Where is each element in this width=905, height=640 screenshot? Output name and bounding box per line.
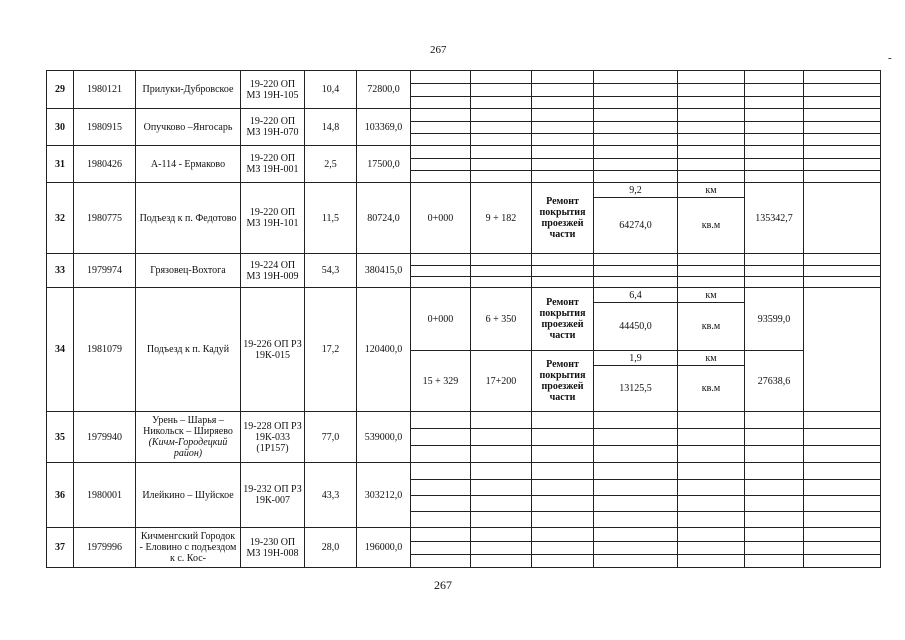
work-length-unit: км [678,351,745,366]
work-length: 9,2 [594,183,678,198]
row-number: 30 [47,109,74,146]
row-number: 35 [47,412,74,463]
road-length: 14,8 [305,109,357,146]
road-code: 19-220 ОП МЗ 19Н-105 [241,71,305,109]
road-id: 1980915 [74,109,136,146]
work-start: 0+000 [411,288,471,351]
road-name: Подъезд к п. Федотово [136,183,241,254]
work-type: Ремонт покрытия проезжей части [532,351,594,412]
road-name-cell [136,412,241,463]
work-sum: 27638,6 [745,351,804,412]
row-number: 32 [47,183,74,254]
road-cost: 120400,0 [357,288,411,412]
work-sum: 135342,7 [745,183,804,254]
road-cost: 539000,0 [357,412,411,463]
row-number: 29 [47,71,74,109]
road-name: А-114 - Ермаково [136,146,241,183]
road-code: 19-220 ОП МЗ 19Н-070 [241,109,305,146]
road-id: 1980001 [74,463,136,528]
road-id: 1981079 [74,288,136,412]
road-code: 19-230 ОП МЗ 19Н-008 [241,528,305,568]
road-name: Илейкино – Шуйское [136,463,241,528]
road-name: Прилуки-Дубровское [136,71,241,109]
work-area: 64274,0 [594,198,678,254]
work-end: 9 + 182 [471,183,532,254]
road-id: 1979940 [74,412,136,463]
work-length-unit: км [678,288,745,303]
road-repair-table [46,70,881,568]
road-cost: 103369,0 [357,109,411,146]
road-code: 19-226 ОП РЗ 19К-015 [241,288,305,412]
road-cost: 380415,0 [357,254,411,288]
work-length-unit: км [678,183,745,198]
work-area-unit: кв.м [678,366,745,412]
page-number-bottom: 267 [434,578,452,592]
road-cost: 72800,0 [357,71,411,109]
road-name: Кичменгский Городок - Еловино с подъездом к с. Кос- [136,528,241,568]
work-area: 44450,0 [594,303,678,351]
row-number: 37 [47,528,74,568]
work-type: Ремонт покрытия проезжей части [532,288,594,351]
road-name: Урень – Шарья – Никольск – Ширяево [143,415,233,437]
road-code: 19-220 ОП МЗ 19Н-001 [241,146,305,183]
work-end: 6 + 350 [471,288,532,351]
road-id: 1979974 [74,254,136,288]
road-length: 2,5 [305,146,357,183]
work-area-unit: кв.м [678,198,745,254]
road-cost: 80724,0 [357,183,411,254]
road-code: 19-228 ОП РЗ 19К-033 (1Р157) [241,412,305,463]
row-number: 31 [47,146,74,183]
row-number: 36 [47,463,74,528]
road-cost: 196000,0 [357,528,411,568]
road-code: 19-232 ОП РЗ 19К-007 [241,463,305,528]
road-cost: 17500,0 [357,146,411,183]
road-length: 43,3 [305,463,357,528]
road-code: 19-220 ОП МЗ 19Н-101 [241,183,305,254]
road-length: 28,0 [305,528,357,568]
work-start: 15 + 329 [411,351,471,412]
road-id: 1979996 [74,528,136,568]
road-name: Подъезд к п. Кадуй [136,288,241,412]
work-length: 6,4 [594,288,678,303]
work-sum: 93599,0 [745,288,804,351]
corner-mark: - [888,52,892,64]
road-id: 1980426 [74,146,136,183]
road-id: 1980775 [74,183,136,254]
road-id: 1980121 [74,71,136,109]
road-length: 17,2 [305,288,357,412]
work-start: 0+000 [411,183,471,254]
row-number: 33 [47,254,74,288]
page-number-top: 267 [430,44,447,56]
work-length: 1,9 [594,351,678,366]
road-name-note: (Кичм-Городецкий район) [148,437,228,459]
road-length: 77,0 [305,412,357,463]
road-length: 10,4 [305,71,357,109]
road-name: Опучково –Янгосарь [136,109,241,146]
work-area: 13125,5 [594,366,678,412]
work-type: Ремонт покрытия проезжей части [532,183,594,254]
work-area-unit: кв.м [678,303,745,351]
road-cost: 303212,0 [357,463,411,528]
road-code: 19-224 ОП МЗ 19Н-009 [241,254,305,288]
road-name: Грязовец-Вохтога [136,254,241,288]
row-number: 34 [47,288,74,412]
road-length: 54,3 [305,254,357,288]
road-length: 11,5 [305,183,357,254]
work-end: 17+200 [471,351,532,412]
